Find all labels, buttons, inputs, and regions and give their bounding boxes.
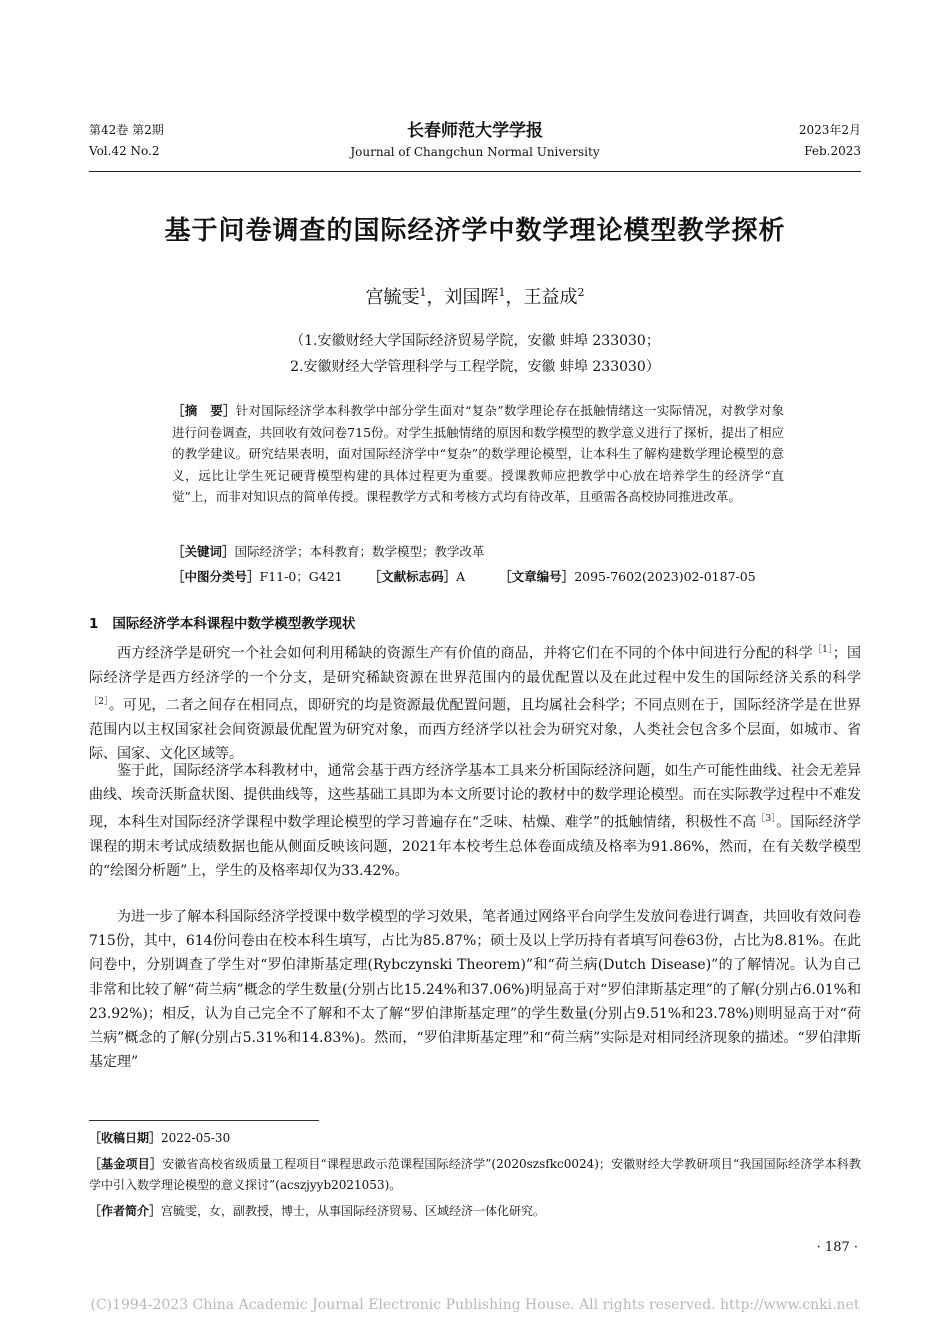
article-number-label: ［文章编号］ <box>499 569 575 584</box>
section-heading <box>89 612 355 632</box>
body-paragraph: 西方经济学是研究一个社会如何利用稀缺的资源生产有价值的商品，并将它们在不同的个体中间进行分配的科学$^{[1]}$；国际经济学是西方经济学的一个分支，是研究稀缺资源在世界范围内的最优配置以及在此过程中发生的国际经济关系的科学$^{[2]}$。可见，二者之间存在相同点，即研究的均是资源最优配置问题，且均属社会科学；不同点则在于，国际经济学是在世界范围内以主权国家社会间资源最优配置为研究对象，而西方经济学以社会为研究对象，人类社会包含多个层面，如城市、省际、国家、文化区域等。 <box>89 645 862 763</box>
received-value: 2022-05-30 <box>161 1131 231 1145</box>
author-list: 宫毓雯$^1$，刘国晖$^1$，王益成$^2$ <box>365 286 585 308</box>
issue-date-cn: 2023年2月 <box>798 123 861 137</box>
affiliation-line: （1.安徽财经大学国际经济贸易学院，安徽 蚌埠 233030； <box>290 333 660 349</box>
body-paragraph: 鉴于此，国际经济学本科教材中，通常会基于西方经济学基本工具来分析国际经济问题，如生产可能性曲线、社会无差异曲线、埃奇沃斯盒状图、提供曲线等，这些基础工具即为本文所要讨论的教材中的数学理论模型。而在实际教学过程中不难发现，本科生对国际经济学课程中数学理论模型的学习普遍存在“乏味、枯燥、难学”的抵触情绪，积极性不高$^{[3]}$。国际经济学课程的期末考试成绩数据也能从侧面反映该问题，2021年本校考生总体卷面成绩及格率为91.86%，然而，在有关数学模型的“绘图分析题”上，学生的及格率却仅为33.42%。 <box>89 763 862 880</box>
footnote-received <box>89 1128 861 1149</box>
issue-date-en: Feb.2023 <box>804 144 861 158</box>
journal-title-en: Journal of Changchun Normal University <box>350 145 600 159</box>
author-name: 王益成 <box>523 287 578 308</box>
affiliation-line: 2.安徽财经大学管理科学与工程学院，安徽 蚌埠 233030） <box>290 359 660 375</box>
citation-ref: ［2］ <box>89 697 109 708</box>
author-affiliation-mark: 1 <box>419 286 427 299</box>
author-name: 刘国晖 <box>444 287 499 308</box>
footnote-author <box>89 1201 861 1222</box>
section-title: 国际经济学本科课程中数学模型教学现状 <box>112 616 356 632</box>
doc-code-label: ［文献标志码］ <box>368 569 457 584</box>
volume-issue-en: Vol.42 No.2 <box>89 144 160 158</box>
volume-issue-cn: 第42卷 第2期 <box>89 123 164 137</box>
section-number: 1 <box>89 616 99 632</box>
journal-title-cn: 长春师范大学学报 <box>407 121 543 141</box>
abstract <box>172 400 784 508</box>
keywords-text: 国际经济学；本科教育；数学模型；教学改革 <box>234 544 485 559</box>
doc-code-value: A <box>456 569 466 584</box>
abstract-text: 针对国际经济学本科教学中部分学生面对“复杂”数学理论存在抵触情绪这一实际情况，对教学对象进行问卷调查，共回收有效问卷715份。对学生抵触情绪的原因和数学模型的教学意义进行了探析，提出了相应的教学建议。研究结果表明，面对国际经济学中“复杂”的数学理论模型，让本科生了解构建数学理论模型的意义，远比让学生死记硬背模型构建的具体过程更为重要。授课教师应把教学中心放在培养学生的经济学“直觉”上，而非对知识点的简单传授。课程教学方式和考核方式均有待改革，且亟需各高校协同推进改革。 <box>172 403 784 504</box>
body-paragraph: 为进一步了解本科国际经济学授课中数学模型的学习效果，笔者通过网络平台向学生发放问卷进行调查，共回收有效问卷715份，其中，614份问卷由在校本科生填写，占比为85.87%；硕士及以上学历持有者填写问卷63份，占比为8.81%。在此问卷中，分别调查了学生对“罗伯津斯基定理(Rybczynski Theorem)”和“荷兰病(Dutch Disease)”的了解情况。认为自己非常和比较了解“荷兰病”概念的学生数量(分别占比15.24%和37.06%)明显高于对“罗伯津斯基定理”的了解(分别占6.01%和23.92%)；相反，认为自己完全不了解和不太了解“罗伯津斯基定理”的学生数量(分别占9.51%和23.78%)则明显高于对“荷兰病”概念的了解(分别占5.31%和14.83%)。然而，“罗伯津斯基定理”和“荷兰病”实际是对相同经济现象的描述。“罗伯津斯基定理” <box>89 909 861 1071</box>
header-rule <box>89 171 861 172</box>
footnote-fund <box>89 1154 861 1196</box>
author-affiliation-mark: 1 <box>498 286 506 299</box>
keywords-label: ［关键词］ <box>172 544 235 559</box>
fund-label: ［基金项目］ <box>89 1157 163 1171</box>
author-bio-value: 宫毓雯，女，副教授，博士，从事国际经济贸易、区域经济一体化研究。 <box>161 1204 546 1218</box>
abstract-label: ［摘 要］ <box>172 403 236 418</box>
author-affiliation-mark: 2 <box>577 286 585 299</box>
clc-value: F11-0；G421 <box>259 569 343 584</box>
keywords <box>172 541 784 563</box>
author-bio-label: ［作者简介］ <box>89 1204 162 1218</box>
article-number-value: 2095-7602(2023)02-0187-05 <box>574 569 756 584</box>
paper-title: 基于问卷调查的国际经济学中数学理论模型教学探析 <box>164 216 786 246</box>
received-label: ［收稿日期］ <box>89 1131 162 1145</box>
footnote-rule <box>89 1120 319 1121</box>
citation-ref: ［1］ <box>812 645 833 655</box>
author-name: 宫毓雯 <box>365 287 420 308</box>
clc-label: ［中图分类号］ <box>172 569 260 584</box>
classification-line <box>172 566 784 588</box>
fund-value: 安徽省高校省级质量工程项目“课程思政示范课程国际经济学”(2020szsfkc0024)；安徽财经大学教研项目“我国国际经济学本科教学中引入数学理论模型的意义探讨”(acszjyyb2021053)。 <box>89 1157 861 1192</box>
citation-ref: ［3］ <box>756 814 777 825</box>
page-number: · 187 · <box>816 1240 858 1255</box>
copyright-footer: (C)1994-2023 China Academic Journal Electronic Publishing House. All rights reserved. http://www.cnki.net <box>90 1297 860 1313</box>
